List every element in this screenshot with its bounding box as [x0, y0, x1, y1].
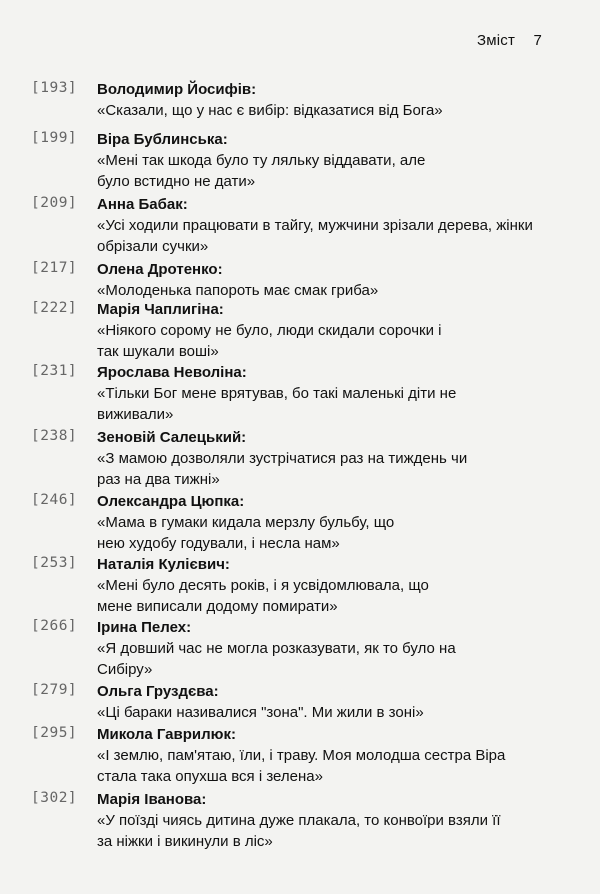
- section-title: Зміст: [477, 32, 516, 49]
- entry-quote: «Усі ходили працювати в тайгу, мужчини зрізали дерева, жінки обрізали сучки»: [97, 217, 533, 255]
- entry-page-number: [302]: [31, 790, 78, 806]
- entry-author: Віра Бублинська:: [97, 131, 228, 148]
- entry-author: Зеновій Салецький:: [97, 429, 247, 446]
- entry-author: Наталія Кулієвич:: [97, 556, 230, 573]
- entry-quote: «Тільки Бог мене врятував, бо такі маленькі діти не виживали»: [97, 385, 457, 423]
- entry-page-number: [246]: [31, 492, 78, 508]
- entry-page-number: [209]: [31, 195, 78, 211]
- entry-page-number: [253]: [31, 555, 78, 571]
- entry-author: Володимир Йосифів:: [97, 81, 257, 98]
- entry-author: Микола Гаврилюк:: [97, 726, 236, 743]
- entry-quote: «Мама в гумаки кидала мерзлу бульбу, що нею худобу годували, і несла нам»: [97, 514, 395, 552]
- entry-author: Анна Бабак:: [97, 196, 188, 213]
- entry-quote: «У поїзді чиясь дитина дуже плакала, то конвоїри взяли її за ніжки і викинули в ліс»: [97, 812, 501, 850]
- entry-page-number: [295]: [31, 725, 78, 741]
- entry-page-number: [199]: [31, 130, 78, 146]
- entry-page-number: [238]: [31, 428, 78, 444]
- entry-quote: «Мені так шкода було ту ляльку віддавати, але було встидно не дати»: [97, 152, 426, 190]
- entry-author: Ярослава Неволіна:: [97, 364, 247, 381]
- entry-page-number: [266]: [31, 618, 78, 634]
- entry-quote: «З мамою дозволяли зустрічатися раз на тиждень чи раз на два тижні»: [97, 450, 468, 488]
- entry-quote: «Я довший час не могла розказувати, як то було на Сибіру»: [97, 640, 456, 678]
- running-header: [477, 32, 542, 49]
- entry-page-number: [222]: [31, 300, 78, 316]
- entry-author: Ірина Пелех:: [97, 619, 192, 636]
- entry-quote: «Ці бараки називалися "зона". Ми жили в зоні»: [97, 704, 424, 721]
- entry-quote: «Мені було десять років, і я усвідомлювала, що мене виписали додому помирати»: [97, 577, 429, 615]
- entry-author: Ольга Груздєва:: [97, 683, 219, 700]
- entry-quote: «Ніякого сорому не було, люди скидали сорочки і так шукали воші»: [97, 322, 442, 360]
- entry-author: Марія Чаплигіна:: [97, 301, 224, 318]
- entry-page-number: [193]: [31, 80, 78, 96]
- entry-quote: «І землю, пам'ятаю, їли, і траву. Моя молодша сестра Віра стала така опухша вся і зелена»: [97, 747, 506, 785]
- entry-page-number: [231]: [31, 363, 78, 379]
- page-number: 7: [533, 32, 542, 49]
- entry-author: Марія Іванова:: [97, 791, 207, 808]
- entry-author: Олена Дротенко:: [97, 261, 223, 278]
- entry-quote: «Сказали, що у нас є вибір: відказатися від Бога»: [97, 102, 443, 119]
- entry-page-number: [279]: [31, 682, 78, 698]
- entry-page-number: [217]: [31, 260, 78, 276]
- entry-quote: «Молоденька папороть має смак гриба»: [97, 282, 379, 299]
- entry-author: Олександра Цюпка:: [97, 493, 245, 510]
